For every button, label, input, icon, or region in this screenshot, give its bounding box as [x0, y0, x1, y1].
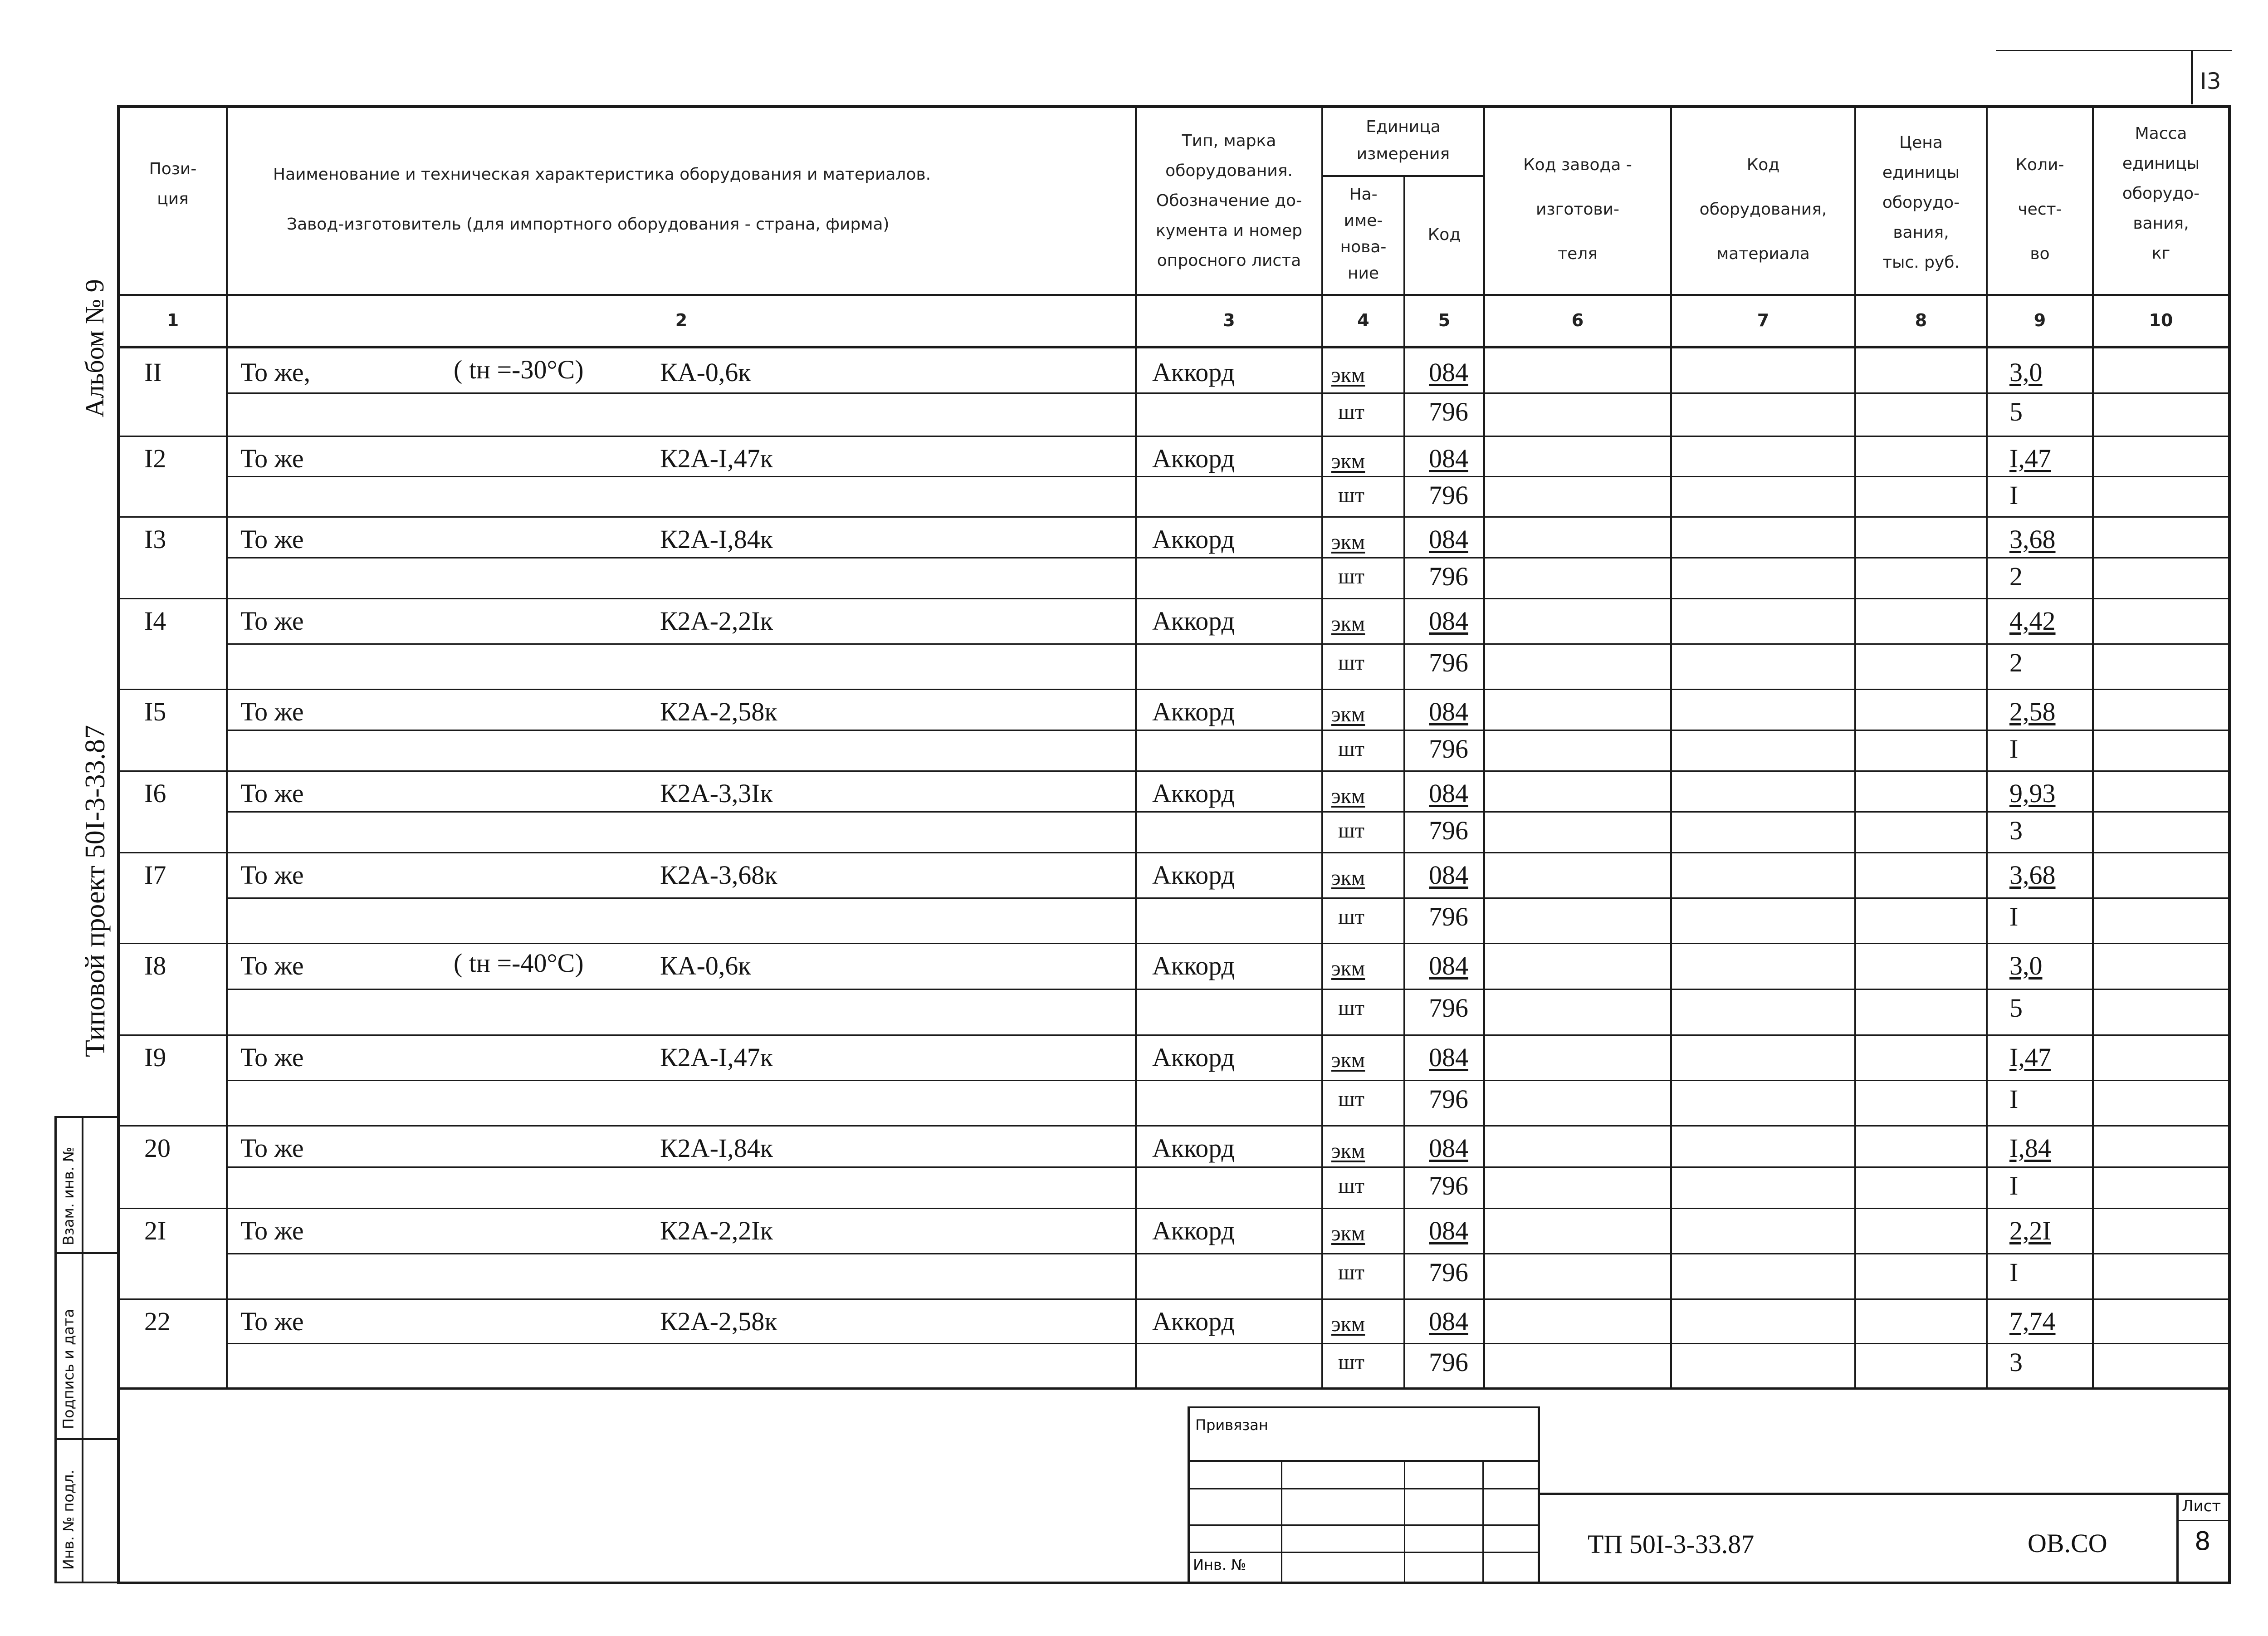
row-quantity: 4,42: [2009, 606, 2056, 636]
row-name: То же: [240, 697, 304, 726]
row-position: I6: [144, 779, 166, 808]
sheet-number: 8: [2195, 1527, 2211, 1556]
row-model: К2А-2,58к: [660, 697, 777, 726]
header-type: Тип, марка оборудования. Обозначение до- кумента и номер опросного листа: [1156, 132, 1302, 270]
row-rule: [228, 476, 2228, 477]
header-factory-code: Код завода - изготови- теля: [1523, 156, 1632, 263]
row-quantity: 7,74: [2009, 1307, 2056, 1336]
row-quantity: 3,0: [2009, 951, 2043, 980]
col-number: 8: [1915, 310, 1927, 330]
row-rule: [228, 392, 2228, 394]
col-number: 1: [166, 310, 179, 330]
row-model: К2А-2,58к: [660, 1307, 777, 1336]
row-position: I5: [144, 697, 166, 726]
row-name: То же: [240, 1216, 304, 1245]
row-unit-name: экм: [1331, 702, 1365, 726]
row-unit-code: 084: [1429, 1307, 1468, 1336]
header-name: Наименование и техническая характеристика оборудования и материалов. Завод-изготовитель (для импортного оборудования - страна, фирма): [273, 165, 931, 234]
row-position: I4: [144, 606, 166, 636]
row-model: К2А-3,3Iк: [660, 779, 773, 808]
row-unit-code: 084: [1429, 444, 1468, 473]
row-name: То же: [240, 444, 304, 473]
header-unit-group: Единица измерения: [1356, 118, 1450, 163]
col-number: 6: [1571, 310, 1584, 330]
row-rule: [228, 897, 2228, 899]
row-rule: [117, 770, 2231, 772]
row-unit-code-2: 796: [1429, 1171, 1468, 1200]
col-number: 3: [1223, 310, 1235, 330]
row-unit-code-2: 796: [1429, 816, 1468, 845]
stamp-label-inv-original: Инв. № подл.: [60, 1469, 77, 1570]
row-quantity: 2,58: [2009, 697, 2056, 726]
row-unit-name-2: шт: [1338, 483, 1364, 507]
row-type: Аккорд: [1152, 606, 1235, 636]
row-type: Аккорд: [1152, 358, 1235, 387]
row-unit-code: 084: [1429, 606, 1468, 636]
row-unit-code-2: 796: [1429, 993, 1468, 1023]
stamp-label-replace-inv: Взам. инв. №: [60, 1146, 77, 1245]
row-temperature: ( tн =-30°С): [454, 355, 584, 384]
row-rule: [228, 730, 2228, 731]
row-name: То же: [240, 1307, 304, 1336]
row-model: К2А-I,47к: [660, 444, 773, 473]
project-label: Типовой проект 50I-3-33.87: [80, 725, 111, 1057]
row-quantity-2: I: [2009, 480, 2019, 510]
row-rule: [228, 811, 2228, 813]
row-unit-code: 084: [1429, 860, 1468, 890]
row-quantity-2: 3: [2009, 1347, 2023, 1377]
row-unit-code-2: 796: [1429, 902, 1468, 931]
top-sheet-number: I3: [2200, 68, 2221, 94]
row-unit-name-2: шт: [1338, 905, 1364, 929]
row-rule: [117, 516, 2231, 518]
row-model: К2А-3,68к: [660, 860, 777, 890]
row-unit-code-2: 796: [1429, 480, 1468, 510]
col-number: 10: [2149, 310, 2173, 330]
row-unit-code: 084: [1429, 1216, 1468, 1245]
header-mass: Масса единицы оборудо- вания, кг: [2122, 124, 2200, 263]
row-position: 20: [144, 1133, 171, 1163]
row-unit-code: 084: [1429, 779, 1468, 808]
row-model: КА-0,6к: [660, 358, 751, 387]
row-quantity: 2,2I: [2009, 1216, 2051, 1245]
row-rule: [117, 852, 2231, 853]
row-type: Аккорд: [1152, 1216, 1235, 1245]
row-unit-name: экм: [1331, 612, 1365, 636]
row-quantity: 3,0: [2009, 358, 2043, 387]
row-model: КА-0,6к: [660, 951, 751, 980]
row-unit-code-2: 796: [1429, 1347, 1468, 1377]
row-rule: [117, 436, 2231, 437]
row-quantity: I,47: [2009, 444, 2051, 473]
row-position: I3: [144, 524, 166, 554]
bound-label: Привязан: [1195, 1416, 1268, 1434]
row-quantity: I,47: [2009, 1043, 2051, 1072]
row-rule: [228, 989, 2228, 990]
row-quantity-2: 2: [2009, 562, 2023, 591]
row-rule: [228, 643, 2228, 645]
row-name: То же: [240, 524, 304, 554]
header-position: Пози- ция: [149, 160, 197, 208]
row-temperature: ( tн =-40°С): [454, 948, 584, 978]
row-rule: [228, 557, 2228, 558]
row-unit-name: экм: [1331, 530, 1365, 554]
row-rule: [117, 598, 2231, 599]
row-rule: [117, 1034, 2231, 1036]
col-number: 4: [1357, 310, 1369, 330]
row-position: I8: [144, 951, 166, 980]
row-unit-code: 084: [1429, 1043, 1468, 1072]
row-model: К2А-I,84к: [660, 1133, 773, 1163]
row-unit-code: 084: [1429, 951, 1468, 980]
row-unit-code-2: 796: [1429, 648, 1468, 677]
row-unit-code-2: 796: [1429, 562, 1468, 591]
row-unit-code-2: 796: [1429, 1258, 1468, 1287]
row-position: I9: [144, 1043, 166, 1072]
row-type: Аккорд: [1152, 697, 1235, 726]
document-mark: ОВ.СО: [2028, 1528, 2107, 1558]
album-label: Альбом № 9: [80, 279, 109, 417]
row-unit-name-2: шт: [1338, 737, 1364, 761]
row-position: 2I: [144, 1216, 166, 1245]
row-quantity: I,84: [2009, 1133, 2051, 1163]
row-quantity-2: 5: [2009, 397, 2023, 426]
row-quantity-2: 3: [2009, 816, 2023, 845]
inv-label: Инв. №: [1193, 1556, 1246, 1573]
row-position: 22: [144, 1307, 171, 1336]
row-rule: [117, 1125, 2231, 1127]
row-type: Аккорд: [1152, 951, 1235, 980]
row-unit-code-2: 796: [1429, 734, 1468, 764]
row-quantity-2: I: [2009, 734, 2019, 764]
row-unit-name: экм: [1331, 1221, 1365, 1245]
row-unit-name: экм: [1331, 1048, 1365, 1072]
row-unit-code: 084: [1429, 358, 1468, 387]
row-quantity: 3,68: [2009, 524, 2056, 554]
col-number: 5: [1438, 310, 1451, 330]
row-unit-name: экм: [1331, 449, 1365, 473]
row-type: Аккорд: [1152, 524, 1235, 554]
row-unit-code-2: 796: [1429, 397, 1468, 426]
row-unit-name: экм: [1331, 956, 1365, 980]
row-unit-name-2: шт: [1338, 564, 1364, 588]
row-position: I2: [144, 444, 166, 473]
col-number: 7: [1757, 310, 1769, 330]
row-type: Аккорд: [1152, 1307, 1235, 1336]
row-unit-name: экм: [1331, 1312, 1365, 1336]
row-name: То же: [240, 606, 304, 636]
row-name: То же: [240, 1043, 304, 1072]
col-number: 9: [2033, 310, 2046, 330]
row-rule: [228, 1343, 2228, 1344]
row-unit-code: 084: [1429, 697, 1468, 726]
row-quantity-2: I: [2009, 1084, 2019, 1114]
sheet-label: Лист: [2182, 1497, 2221, 1515]
row-rule: [228, 1080, 2228, 1081]
row-quantity-2: I: [2009, 1258, 2019, 1287]
row-model: К2А-I,84к: [660, 524, 773, 554]
row-position: I7: [144, 860, 166, 890]
header-price: Цена единицы оборудо- вания, тыс. руб.: [1882, 133, 1960, 272]
row-type: Аккорд: [1152, 860, 1235, 890]
row-name: То же: [240, 951, 304, 980]
row-unit-name: экм: [1331, 1139, 1365, 1163]
row-unit-name-2: шт: [1338, 1174, 1364, 1198]
header-unit-name: На- име- нова- ние: [1340, 185, 1387, 283]
col-number: 2: [675, 310, 688, 330]
row-unit-code-2: 796: [1429, 1084, 1468, 1114]
row-rule: [117, 689, 2231, 690]
row-type: Аккорд: [1152, 1133, 1235, 1163]
row-type: Аккорд: [1152, 444, 1235, 473]
row-unit-name-2: шт: [1338, 400, 1364, 424]
row-rule: [117, 1208, 2231, 1209]
row-position: II: [144, 358, 162, 387]
row-name: То же: [240, 779, 304, 808]
row-unit-code: 084: [1429, 524, 1468, 554]
row-type: Аккорд: [1152, 1043, 1235, 1072]
row-quantity-2: 2: [2009, 648, 2023, 677]
header-equipment-code: Код оборудования, материала: [1699, 156, 1827, 263]
row-unit-name: экм: [1331, 784, 1365, 808]
row-rule: [117, 1298, 2231, 1300]
row-name: То же: [240, 860, 304, 890]
row-unit-name: экм: [1331, 866, 1365, 890]
row-unit-name: экм: [1331, 363, 1365, 387]
row-unit-code: 084: [1429, 1133, 1468, 1163]
row-unit-name-2: шт: [1338, 1350, 1364, 1374]
row-model: К2А-2,2Iк: [660, 1216, 773, 1245]
header-quantity: Коли- чест- во: [2015, 156, 2064, 263]
row-rule: [228, 1253, 2228, 1254]
row-unit-name-2: шт: [1338, 1260, 1364, 1284]
row-rule: [117, 943, 2231, 944]
row-rule: [228, 1166, 2228, 1168]
row-type: Аккорд: [1152, 779, 1235, 808]
row-unit-name-2: шт: [1338, 996, 1364, 1020]
row-name: То же: [240, 1133, 304, 1163]
header-unit-code: Код: [1427, 225, 1461, 244]
row-quantity-2: 5: [2009, 993, 2023, 1023]
row-unit-name-2: шт: [1338, 1087, 1364, 1111]
stamp-label-signature-date: Подпись и дата: [60, 1308, 77, 1429]
row-unit-name-2: шт: [1338, 651, 1364, 675]
row-quantity-2: I: [2009, 1171, 2019, 1200]
document-code: ТП 50I-3-33.87: [1588, 1529, 1755, 1559]
row-name: То же,: [240, 358, 311, 387]
row-quantity: 3,68: [2009, 860, 2056, 890]
row-quantity-2: I: [2009, 902, 2019, 931]
row-quantity: 9,93: [2009, 779, 2056, 808]
row-model: К2А-2,2Iк: [660, 606, 773, 636]
row-model: К2А-I,47к: [660, 1043, 773, 1072]
row-unit-name-2: шт: [1338, 818, 1364, 842]
